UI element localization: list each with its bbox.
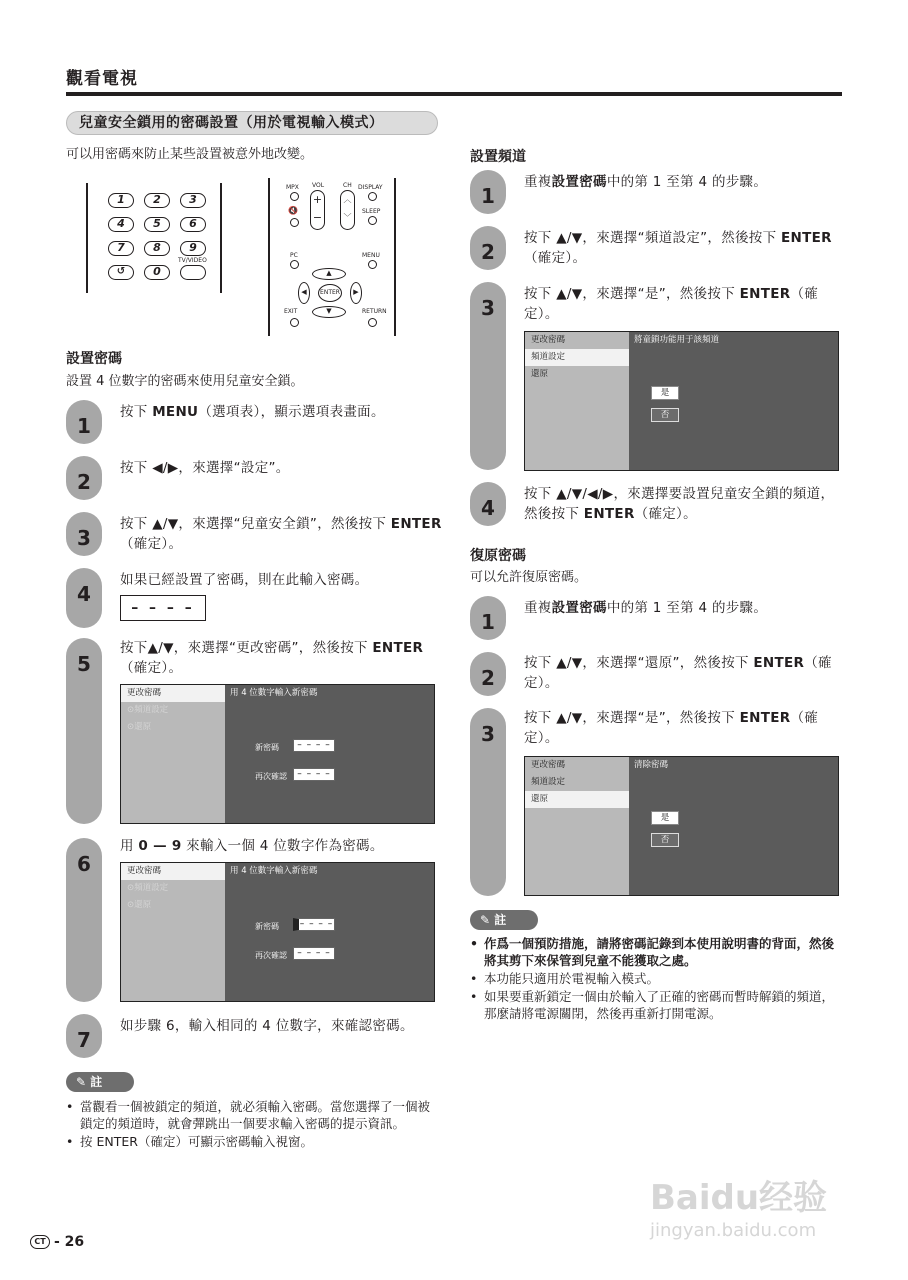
step-badge: 3: [66, 512, 102, 556]
set-password-heading: 設置密碼: [66, 351, 122, 367]
remote-keypad-illustration: [86, 183, 222, 293]
step-badge: 2: [66, 456, 102, 500]
step-badge: 2: [470, 226, 506, 270]
key-2: 2: [144, 193, 170, 208]
step-text: 按下 MENU（選項表），顯示選項表畫面。: [120, 404, 385, 420]
key-6: 6: [180, 217, 206, 232]
osd-title: 用 4 位數字輸入新密碼: [230, 866, 318, 876]
menu-item-reset: ⊙還原: [127, 900, 152, 910]
step-text: 按下 ▲/▼，來選擇“是”，然後按下 ENTER（確定）。: [524, 286, 819, 322]
menu-item-reset: 還原: [525, 791, 629, 808]
no-option: 否: [651, 408, 679, 422]
key-8: 8: [144, 241, 170, 256]
section-title: 兒童安全鎖用的密碼設置（用於電視輸入模式）: [66, 111, 438, 135]
ct-badge: CT: [30, 1235, 50, 1249]
step-badge: 1: [470, 596, 506, 640]
new-password-label: 新密碼: [255, 743, 279, 752]
return-button: [368, 318, 377, 327]
menu-item-channel-setting: ⊙頻道設定: [127, 705, 169, 715]
step-badge: 2: [470, 652, 506, 696]
step-text: 按下 ▲/▼，來選擇“還原”，然後按下 ENTER（確定）。: [524, 655, 832, 691]
note-label: ✎ 註: [66, 1072, 134, 1092]
step-text: 按下▲/▼，來選擇“更改密碼”，然後按下 ENTER（確定）。: [120, 640, 424, 676]
step-badge: 5: [66, 638, 102, 824]
mute-icon: 🔇: [288, 206, 298, 215]
osd-menu: [121, 863, 225, 1001]
key-9: 9: [180, 241, 206, 256]
label-return: RETURN: [362, 308, 387, 315]
page-number: - 26: [54, 1234, 85, 1250]
header-rule: [66, 92, 842, 96]
label-pc: PC: [290, 252, 298, 259]
menu-item-change-password: 更改密碼: [121, 685, 225, 702]
password-code-box: – – – –: [120, 595, 206, 621]
note-bullet: • 本功能只適用於電視輸入模式。: [470, 970, 846, 987]
key-5: 5: [144, 217, 170, 232]
mpx-button: [290, 192, 299, 201]
step-badge: 1: [470, 170, 506, 214]
step-badge: 7: [66, 1014, 102, 1058]
step-badge: 3: [470, 282, 506, 470]
set-channel-heading: 設置頻道: [470, 149, 526, 165]
step-text: 按下 ▲/▼，來選擇“頻道設定”，然後按下 ENTER（確定）。: [524, 230, 832, 266]
key-1: 1: [108, 193, 134, 208]
step-badge: 1: [66, 400, 102, 444]
mute-button: [290, 218, 299, 227]
osd-title: 將童鎖功能用于該頻道: [634, 335, 720, 345]
key-7: 7: [108, 241, 134, 256]
menu-item-reset: ⊙還原: [127, 722, 152, 732]
step-text: 用 0 — 9 來輸入一個 4 位數字作為密碼。: [120, 838, 384, 854]
step-text: 按下 ▲/▼，來選擇“兒童安全鎖”，然後按下 ENTER（確定）。: [120, 516, 442, 552]
step-text: 按下 ▲/▼，來選擇“是”，然後按下 ENTER（確定）。: [524, 710, 819, 746]
watermark-url: jingyan.baidu.com: [650, 1220, 817, 1241]
flashback-icon: ↺: [108, 265, 134, 280]
right-arrow-icon: ▶: [350, 282, 362, 304]
page-header-title: 觀看電視: [66, 69, 138, 89]
reset-desc: 可以允許復原密碼。: [470, 570, 588, 585]
confirm-password-label: 再次確認: [255, 772, 287, 781]
confirm-password-field: – – – –: [293, 947, 335, 960]
step-badge: 6: [66, 838, 102, 1002]
page-footer: [30, 1234, 84, 1250]
osd-clear-password-screen: [524, 756, 839, 896]
menu-button: [368, 260, 377, 269]
key-0: 0: [144, 265, 170, 280]
osd-change-password-screen: [120, 684, 435, 824]
confirm-password-field: – – – –: [293, 768, 335, 781]
menu-item-channel-setting: 頻道設定: [531, 777, 566, 787]
label-tv-video: TV/VIDEO: [178, 257, 207, 264]
left-arrow-icon: ◀: [298, 282, 310, 304]
osd-menu: [121, 685, 225, 823]
note-bullet-bold: • 作爲一個預防措施，請將密碼記錄到本使用說明書的背面，然後將其剪下來保管到兒童不能獲取之處。: [470, 935, 846, 969]
yes-option: 是: [651, 386, 679, 400]
osd-title: 清除密碼: [634, 760, 669, 770]
step-text: 按下 ◀/▶，來選擇“設定”。: [120, 460, 290, 476]
menu-item-change-password: 更改密碼: [531, 760, 566, 770]
exit-button: [290, 318, 299, 327]
new-password-field: – – – –: [293, 918, 335, 931]
enter-button: ENTER: [318, 284, 342, 302]
label-vol: VOL: [312, 182, 325, 189]
tv-video-key: [180, 265, 206, 280]
step-text: 重複設置密碼中的第 1 至第 4 的步驟。: [524, 600, 768, 616]
right-note-list: [470, 935, 846, 1023]
osd-title: 用 4 位數字輸入新密碼: [230, 688, 318, 698]
step-text: 如步驟 6，輸入相同的 4 位數字，來確認密碼。: [120, 1018, 414, 1034]
section-intro: 可以用密碼來防止某些設置被意外地改變。: [66, 147, 314, 162]
label-mpx: MPX: [286, 184, 299, 191]
up-arrow-icon: ▲: [312, 268, 346, 280]
step-text: 按下 ▲/▼/◀/▶，來選擇要設置兒童安全鎖的頻道，然後按下 ENTER（確定）。: [524, 486, 835, 522]
channel-rocker-icon: ︿ ﹀: [340, 190, 355, 230]
yes-option: 是: [651, 811, 679, 825]
label-sleep: SLEEP: [362, 208, 381, 215]
note-bullet: • 當觀看一個被鎖定的頻道，就必須輸入密碼。當您選擇了一個被鎖定的頻道時，就會彈跳出一個要求輸入密碼的提示資訊。: [66, 1098, 442, 1132]
reset-heading: 復原密碼: [470, 548, 526, 564]
down-arrow-icon: ▼: [312, 306, 346, 318]
note-bullet: • 按 ENTER（確定）可顯示密碼輸入視窗。: [66, 1133, 442, 1150]
osd-enter-password-screen: [120, 862, 435, 1002]
step-badge: 4: [66, 568, 102, 628]
no-option: 否: [651, 833, 679, 847]
pencil-icon: ✎: [480, 913, 495, 927]
menu-item-reset: 還原: [531, 369, 549, 379]
label-menu: MENU: [362, 252, 380, 259]
new-password-label: 新密碼: [255, 922, 279, 931]
key-3: 3: [180, 193, 206, 208]
menu-item-change-password: 更改密碼: [531, 335, 566, 345]
volume-rocker-icon: + −: [310, 190, 325, 230]
pc-button: [290, 260, 299, 269]
set-password-desc: 設置 4 位數字的密碼來使用兒童安全鎖。: [66, 374, 304, 389]
sleep-button: [368, 216, 377, 225]
new-password-field: – – – –: [293, 739, 335, 752]
label-ch: CH: [343, 182, 352, 189]
menu-item-channel-setting: ⊙頻道設定: [127, 883, 169, 893]
watermark-logo: Baidu经验: [650, 1178, 828, 1218]
key-4: 4: [108, 217, 134, 232]
step-text: 重複設置密碼中的第 1 至第 4 的步驟。: [524, 174, 768, 190]
osd-channel-lock-screen: [524, 331, 839, 471]
osd-menu: [525, 332, 629, 470]
osd-menu: [525, 757, 629, 895]
step-badge: 3: [470, 708, 506, 896]
label-display: DISPLAY: [358, 184, 383, 191]
step-badge: 4: [470, 482, 506, 526]
label-exit: EXIT: [284, 308, 298, 315]
confirm-password-label: 再次確認: [255, 951, 287, 960]
note-bullet: • 如果要重新鎖定一個由於輸入了正確的密碼而暫時解鎖的頻道，那麼請將電源關閉，然後再重新打開電源。: [470, 988, 846, 1022]
menu-item-channel-setting: 頻道設定: [525, 349, 629, 366]
menu-item-change-password: 更改密碼: [121, 863, 225, 880]
left-note-list: [66, 1098, 442, 1151]
note-label: ✎ 註: [470, 910, 538, 930]
remote-navigation-illustration: [268, 178, 396, 336]
display-button: [368, 192, 377, 201]
pencil-icon: ✎: [76, 1075, 91, 1089]
step-text: 如果已經設置了密碼，則在此輸入密碼。: [120, 572, 369, 588]
